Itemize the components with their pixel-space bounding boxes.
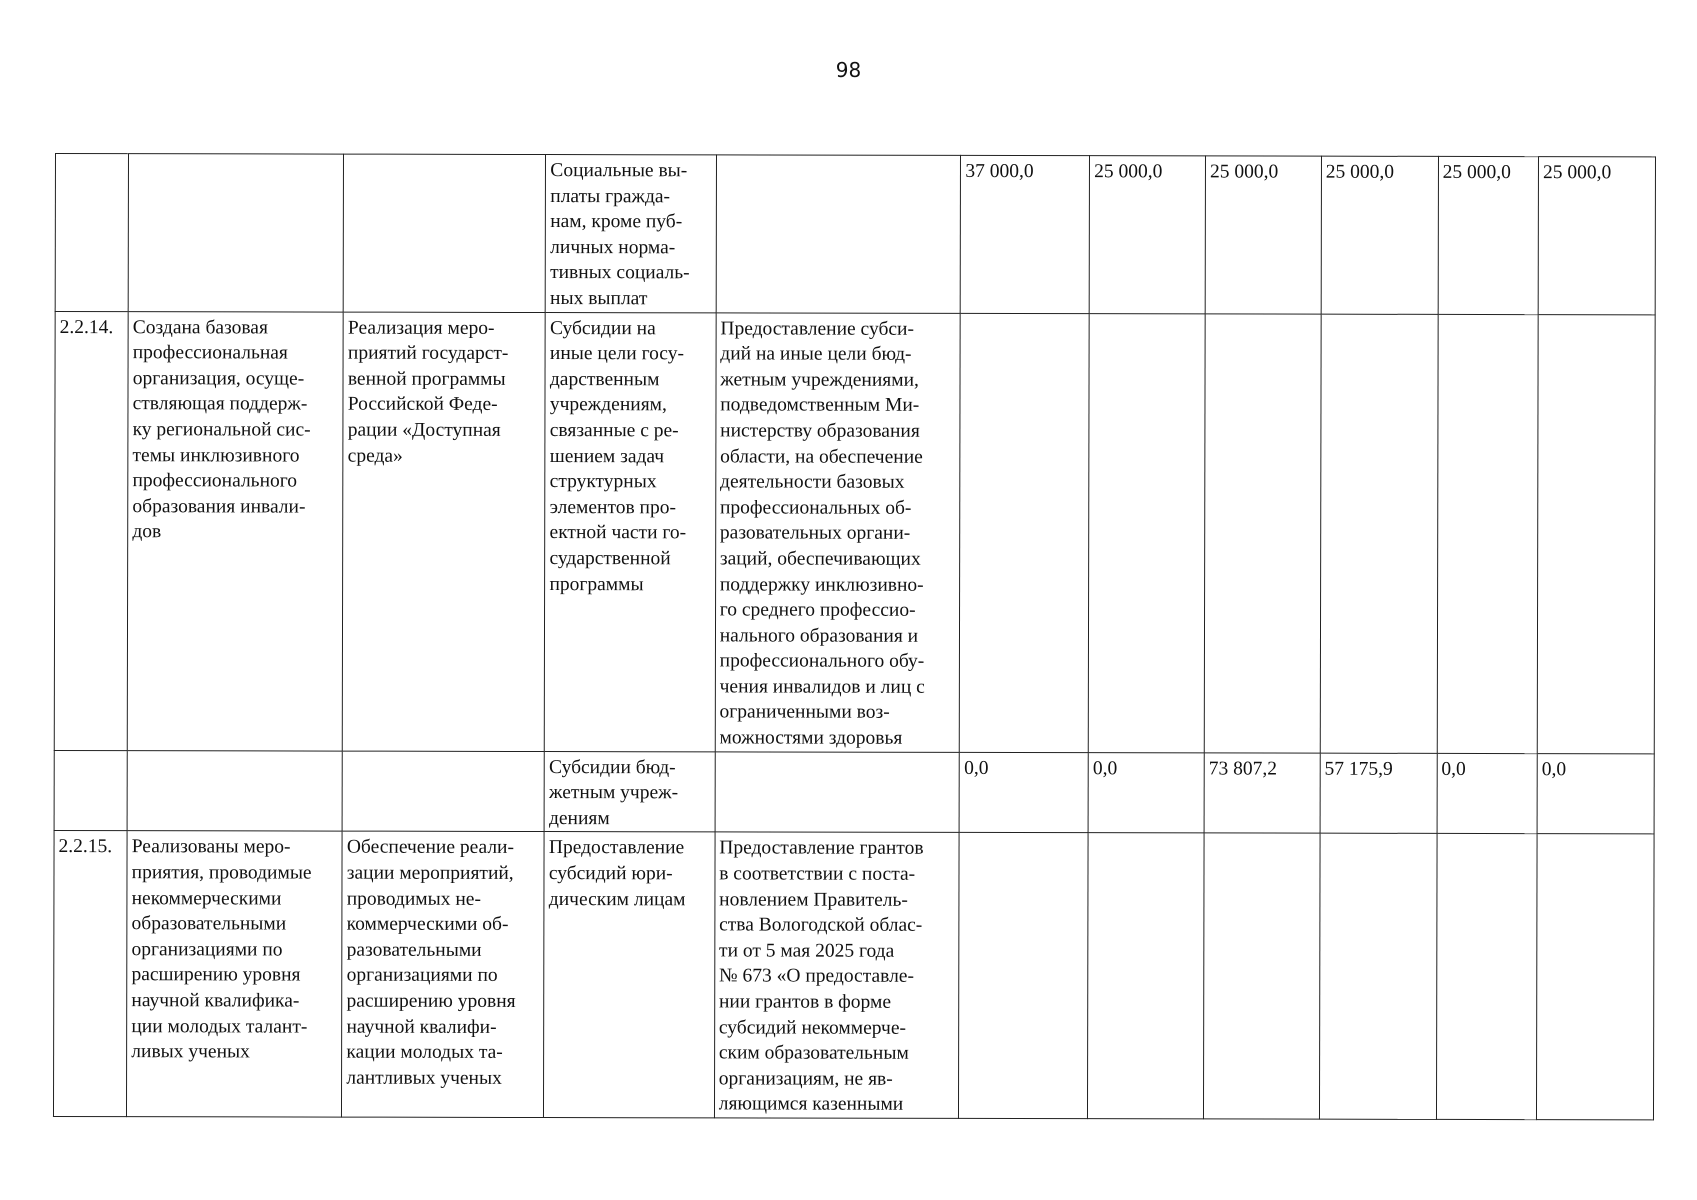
page-number: 98	[835, 58, 862, 82]
cell-amount-5: 25 000,0	[1438, 156, 1539, 314]
cell-result	[128, 154, 343, 312]
cell-result	[127, 750, 342, 831]
cell-result: Реализованы меро- приятия, проводимые некоммерческими образовательными организациями по расширению уровня научной квалифика- ции молодых талант- ливых ученых	[127, 831, 343, 1117]
cell-amount-3	[1203, 833, 1319, 1119]
table-row	[54, 750, 1654, 834]
cell-amount-6	[1537, 314, 1655, 753]
cell-amount-4: 25 000,0	[1321, 156, 1438, 314]
cell-amount-6: 25 000,0	[1538, 157, 1655, 315]
cell-amount-4	[1320, 314, 1438, 753]
cell-amount-5: 0,0	[1437, 753, 1538, 834]
cell-amount-5	[1437, 314, 1538, 753]
cell-amount-3: 73 807,2	[1204, 753, 1320, 834]
cell-number: 2.2.15.	[53, 831, 127, 1117]
cell-measure: Реализация меро- приятий государст- венной программы Российской Феде- рации «Доступная среда»	[343, 312, 546, 752]
cell-amount-4: 57 175,9	[1320, 753, 1437, 834]
cell-amount-1: 37 000,0	[961, 155, 1090, 313]
cell-description	[715, 752, 960, 833]
cell-description: Предоставление грантов в соответствии с поста- новлением Правитель- ства Вологодской облас- ти от 5 мая 2025 года № 673 «О предоставле- нии грантов в форме субсидий некоммерче- ским образовательным организациям, не яв- ляющимся казенными	[714, 832, 959, 1118]
cell-amount-2: 25 000,0	[1089, 156, 1205, 314]
cell-description	[716, 155, 961, 313]
cell-amount-3	[1204, 313, 1321, 752]
cell-expense-type: Субсидии на иные цели госу- дарственным учреждениям, связанные с ре- шением задач структурных элементов про- ектной части го- сударственной программы	[545, 312, 716, 751]
cell-result: Создана базовая профессиональная организация, осуще- ствляющая поддерж- ку региональной сис- темы инклюзивного профессионального образования инвали- дов	[127, 311, 343, 751]
cell-number	[54, 750, 127, 831]
table-row	[54, 311, 1655, 753]
cell-amount-2	[1088, 313, 1205, 752]
cell-amount-6	[1537, 834, 1655, 1120]
cell-amount-6: 0,0	[1537, 753, 1654, 834]
cell-measure	[342, 751, 544, 832]
budget-table	[53, 153, 1656, 1120]
cell-measure: Обеспечение реали- зации мероприятий, проводимых не- коммерческими об- разовательными организациями по расширению уровня научной квалифи- кации молодых та- лантливых ученых	[342, 832, 545, 1118]
cell-amount-5	[1436, 834, 1537, 1120]
cell-amount-2	[1088, 833, 1204, 1119]
cell-measure	[343, 154, 545, 312]
cell-amount-1	[960, 313, 1090, 752]
table-row	[55, 154, 1655, 315]
table-row	[53, 831, 1654, 1120]
cell-number	[55, 154, 129, 312]
cell-amount-3: 25 000,0	[1205, 156, 1321, 314]
cell-expense-type: Субсидии бюд- жетным учреж- дениям	[544, 751, 715, 832]
cell-amount-1	[959, 833, 1088, 1119]
cell-number: 2.2.14.	[54, 311, 128, 750]
cell-amount-4	[1319, 834, 1436, 1120]
cell-expense-type: Социальные вы- платы гражда- нам, кроме пуб- личных норма- тивных социаль- ных выплат	[546, 155, 717, 313]
cell-amount-2: 0,0	[1088, 752, 1204, 833]
cell-description: Предоставление субси- дий на иные цели бюд- жетным учреждениями, подведомственным Ми- нистерству образования области, на обеспечение деятельности базовых профессиональных об- разовательных органи- заций, обеспечивающих поддержку инклюзивно- го среднего профессио- нального образования и профессионального обу- чения инвалидов и лиц с ограниченными воз- можностями здоровья	[715, 312, 961, 752]
cell-amount-1: 0,0	[959, 752, 1088, 833]
cell-expense-type: Предоставление субсидий юри- дическим лицам	[544, 832, 715, 1118]
